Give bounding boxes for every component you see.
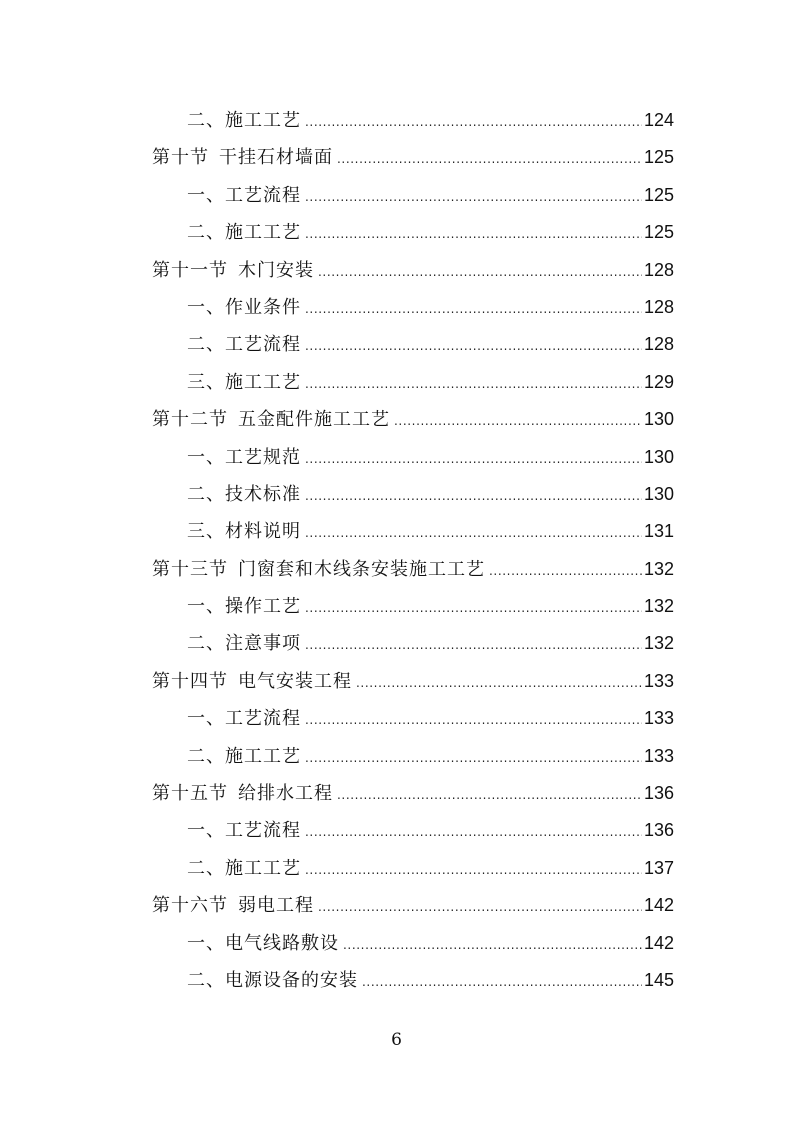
toc-entry-title bbox=[187, 289, 301, 326]
toc-section-entry[interactable] bbox=[152, 252, 674, 289]
toc-entry-title bbox=[152, 663, 352, 700]
toc-page-number: 130 bbox=[643, 409, 674, 430]
toc-dot-leader bbox=[362, 964, 642, 1001]
toc-dot-leader bbox=[305, 328, 642, 365]
toc-page-number: 131 bbox=[643, 521, 674, 542]
toc-dot-leader bbox=[318, 889, 642, 926]
toc-page-number: 136 bbox=[643, 783, 674, 804]
toc-page-number: 133 bbox=[643, 745, 674, 766]
page-number: 6 bbox=[391, 1030, 402, 1050]
toc-entry-number: 一、 bbox=[187, 708, 225, 730]
toc-page-number: 132 bbox=[643, 633, 674, 654]
toc-entry-text: 施工工艺 bbox=[225, 857, 301, 879]
toc-dot-leader bbox=[337, 141, 642, 178]
toc-page-number: 132 bbox=[643, 596, 674, 617]
toc-page-number: 128 bbox=[643, 259, 674, 280]
table-of-contents bbox=[152, 102, 674, 999]
toc-entry-text: 施工工艺 bbox=[225, 222, 301, 244]
toc-entry-text: 弱电工程 bbox=[238, 895, 314, 917]
toc-entry-number: 一、 bbox=[187, 446, 225, 468]
toc-entry-title bbox=[187, 962, 358, 999]
toc-entry-title bbox=[187, 738, 301, 775]
toc-entry-number: 一、 bbox=[187, 184, 225, 206]
toc-subsection-entry[interactable] bbox=[152, 326, 674, 363]
toc-entry-title bbox=[187, 102, 301, 139]
toc-page-number: 137 bbox=[643, 857, 674, 878]
toc-entry-number: 二、 bbox=[187, 334, 225, 356]
toc-subsection-entry[interactable] bbox=[152, 925, 674, 962]
toc-dot-leader bbox=[305, 291, 642, 328]
toc-entry-text: 工艺流程 bbox=[225, 708, 301, 730]
toc-dot-leader bbox=[305, 590, 642, 627]
toc-entry-title bbox=[187, 700, 301, 737]
toc-entry-text: 电气线路敷设 bbox=[225, 932, 339, 954]
toc-entry-title bbox=[152, 252, 314, 289]
toc-page-number: 133 bbox=[643, 670, 674, 691]
toc-page-number: 130 bbox=[643, 483, 674, 504]
toc-dot-leader bbox=[305, 441, 642, 478]
toc-dot-leader bbox=[394, 403, 642, 440]
toc-dot-leader bbox=[305, 478, 642, 515]
toc-entry-title bbox=[152, 775, 333, 812]
toc-entry-title bbox=[187, 588, 301, 625]
toc-entry-title bbox=[152, 887, 314, 924]
toc-section-entry[interactable] bbox=[152, 775, 674, 812]
toc-dot-leader bbox=[305, 740, 642, 777]
toc-entry-text: 干挂石材墙面 bbox=[219, 147, 333, 169]
toc-entry-title bbox=[152, 139, 333, 176]
toc-entry-title bbox=[187, 513, 301, 550]
toc-dot-leader bbox=[305, 366, 642, 403]
toc-entry-number: 二、 bbox=[187, 857, 225, 879]
toc-page-number: 128 bbox=[643, 334, 674, 355]
toc-page-number: 145 bbox=[643, 969, 674, 990]
toc-entry-text: 工艺流程 bbox=[225, 334, 301, 356]
toc-entry-text: 工艺规范 bbox=[225, 446, 301, 468]
toc-entry-title bbox=[187, 326, 301, 363]
toc-page-number: 125 bbox=[643, 184, 674, 205]
toc-subsection-entry[interactable] bbox=[152, 364, 674, 401]
toc-entry-number: 第十节 bbox=[152, 147, 209, 169]
toc-entry-text: 五金配件施工工艺 bbox=[238, 409, 390, 431]
toc-entry-text: 施工工艺 bbox=[225, 110, 301, 131]
toc-entry-title bbox=[187, 439, 301, 476]
toc-section-entry[interactable] bbox=[152, 139, 674, 176]
toc-dot-leader bbox=[305, 852, 642, 889]
toc-dot-leader bbox=[489, 553, 642, 590]
toc-entry-title bbox=[187, 625, 301, 662]
toc-dot-leader bbox=[337, 777, 642, 814]
toc-entry-number: 第十二节 bbox=[152, 409, 228, 431]
toc-entry-text: 技术标准 bbox=[225, 483, 301, 505]
toc-subsection-entry[interactable] bbox=[152, 812, 674, 849]
toc-entry-number: 一、 bbox=[187, 820, 225, 842]
toc-entry-text: 电源设备的安装 bbox=[225, 969, 358, 991]
toc-subsection-entry[interactable] bbox=[152, 625, 674, 662]
toc-entry-title bbox=[187, 850, 301, 887]
toc-dot-leader bbox=[356, 665, 642, 702]
toc-subsection-entry[interactable] bbox=[152, 289, 674, 326]
toc-entry-number: 三、 bbox=[187, 371, 225, 393]
toc-subsection-entry[interactable] bbox=[152, 850, 674, 887]
toc-page-number: 125 bbox=[643, 222, 674, 243]
toc-subsection-entry[interactable] bbox=[152, 439, 674, 476]
toc-dot-leader bbox=[305, 216, 642, 253]
toc-entry-title bbox=[187, 214, 301, 251]
toc-subsection-entry[interactable] bbox=[152, 177, 674, 214]
toc-subsection-entry[interactable] bbox=[152, 513, 674, 550]
toc-entry-title bbox=[187, 925, 339, 962]
toc-entry-number: 二、 bbox=[187, 969, 225, 991]
toc-entry-number: 二、 bbox=[187, 633, 225, 655]
toc-subsection-entry[interactable] bbox=[152, 962, 674, 999]
toc-entry-number: 二、 bbox=[187, 110, 225, 131]
toc-entry-title bbox=[187, 364, 301, 401]
toc-dot-leader bbox=[343, 927, 642, 964]
toc-entry-text: 给排水工程 bbox=[238, 783, 333, 805]
toc-section-entry[interactable] bbox=[152, 401, 674, 438]
toc-dot-leader bbox=[305, 515, 642, 552]
toc-subsection-entry[interactable] bbox=[152, 102, 674, 139]
toc-entry-number: 一、 bbox=[187, 296, 225, 318]
toc-page-number: 136 bbox=[643, 820, 674, 841]
toc-dot-leader bbox=[305, 179, 642, 216]
toc-dot-leader bbox=[305, 814, 642, 851]
toc-page-number: 142 bbox=[643, 895, 674, 916]
toc-entry-text: 注意事项 bbox=[225, 633, 301, 655]
toc-entry-text: 作业条件 bbox=[225, 296, 301, 318]
toc-entry-title bbox=[152, 551, 485, 588]
toc-entry-title bbox=[187, 177, 301, 214]
toc-entry-number: 二、 bbox=[187, 745, 225, 767]
toc-entry-number: 第十四节 bbox=[152, 670, 228, 692]
toc-dot-leader bbox=[305, 104, 642, 141]
toc-subsection-entry[interactable] bbox=[152, 738, 674, 775]
toc-dot-leader bbox=[305, 627, 642, 664]
toc-entry-number: 第十三节 bbox=[152, 558, 228, 580]
toc-entry-title bbox=[187, 476, 301, 513]
toc-entry-number: 二、 bbox=[187, 222, 225, 244]
toc-entry-number: 二、 bbox=[187, 483, 225, 505]
toc-entry-number: 一、 bbox=[187, 596, 225, 618]
toc-page-number: 133 bbox=[643, 708, 674, 729]
toc-entry-text: 施工工艺 bbox=[225, 745, 301, 767]
toc-entry-text: 电气安装工程 bbox=[238, 670, 352, 692]
toc-dot-leader bbox=[305, 702, 642, 739]
toc-entry-number: 三、 bbox=[187, 521, 225, 543]
toc-page-number: 129 bbox=[643, 371, 674, 392]
toc-section-entry[interactable] bbox=[152, 551, 674, 588]
toc-section-entry[interactable] bbox=[152, 887, 674, 924]
toc-entry-text: 木门安装 bbox=[238, 259, 314, 281]
toc-subsection-entry[interactable] bbox=[152, 700, 674, 737]
toc-entry-number: 一、 bbox=[187, 932, 225, 954]
toc-entry-title bbox=[152, 401, 390, 438]
toc-subsection-entry[interactable] bbox=[152, 588, 674, 625]
toc-entry-text: 工艺流程 bbox=[225, 820, 301, 842]
toc-section-entry[interactable] bbox=[152, 663, 674, 700]
toc-page-number: 128 bbox=[643, 296, 674, 317]
toc-entry-text: 门窗套和木线条安装施工工艺 bbox=[238, 558, 485, 580]
toc-page-number: 142 bbox=[643, 932, 674, 953]
toc-page-number: 130 bbox=[643, 446, 674, 467]
toc-entry-number: 第十一节 bbox=[152, 259, 228, 281]
toc-entry-text: 施工工艺 bbox=[225, 371, 301, 393]
toc-entry-title bbox=[187, 812, 301, 849]
toc-page-number: 125 bbox=[643, 147, 674, 168]
toc-entry-text: 操作工艺 bbox=[225, 596, 301, 618]
toc-page-number: 124 bbox=[643, 110, 674, 130]
toc-subsection-entry[interactable] bbox=[152, 214, 674, 251]
toc-subsection-entry[interactable] bbox=[152, 476, 674, 513]
toc-entry-text: 工艺流程 bbox=[225, 184, 301, 206]
toc-page-number: 132 bbox=[643, 558, 674, 579]
toc-entry-number: 第十六节 bbox=[152, 895, 228, 917]
toc-entry-text: 材料说明 bbox=[225, 521, 301, 543]
toc-dot-leader bbox=[318, 254, 642, 291]
toc-entry-number: 第十五节 bbox=[152, 783, 228, 805]
